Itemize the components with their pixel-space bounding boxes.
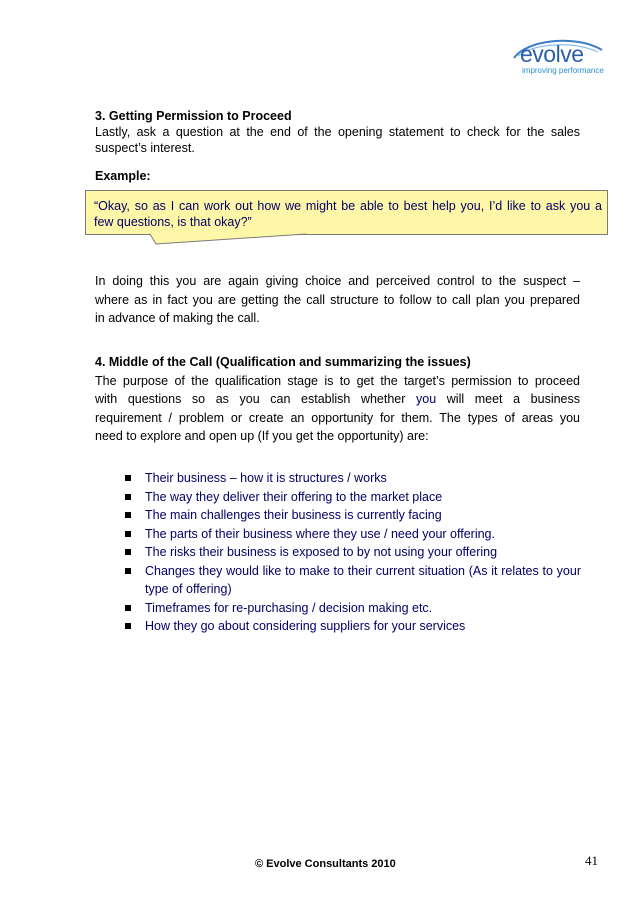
logo-tagline: improving performance	[522, 66, 604, 75]
section3-line2: suspect’s interest.	[95, 141, 195, 155]
page-number: 41	[585, 853, 598, 868]
bullet-text: The parts of their business where they use / need your offering.	[145, 526, 495, 541]
section4-line2	[95, 390, 580, 409]
callout-line1: “Okay, so as I can work out how we might be able to best help you, I’d like to ask you a	[94, 199, 602, 213]
callout-tail-icon	[150, 232, 310, 246]
section4	[95, 353, 580, 446]
section4-line4: need to explore and open up (If you get the opportunity) are:	[95, 429, 429, 443]
areas-bullet-list	[125, 469, 581, 636]
logo-word: evolve	[520, 41, 584, 67]
example-label: Example:	[95, 169, 151, 183]
section4-line1: The purpose of the qualification stage is to get the target’s permission to proceed	[95, 373, 580, 388]
callout-text	[94, 198, 602, 230]
list-item	[125, 543, 581, 562]
evolve-logo	[506, 36, 606, 80]
paragraph1-line2: where as in fact you are getting the call structure to follow to call plan you prepared	[95, 292, 580, 307]
bullet-text: Changes they would like to make to their current situation (As it relates to your type of offering)	[145, 563, 581, 596]
bullet-square-icon	[125, 568, 131, 574]
section4-line2-b: will meet a business	[436, 392, 581, 406]
list-item	[125, 562, 581, 599]
section3-heading: 3. Getting Permission to Proceed	[95, 109, 292, 123]
section3	[95, 108, 580, 156]
section4-heading: 4. Middle of the Call (Qualification and summarizing the issues)	[95, 355, 471, 369]
list-item	[125, 506, 581, 525]
bullet-square-icon	[125, 494, 131, 500]
list-item	[125, 469, 581, 488]
bullet-text: Timeframes for re-purchasing / decision making etc.	[145, 600, 433, 615]
list-item	[125, 525, 581, 544]
bullet-text: The way they deliver their offering to the market place	[145, 489, 443, 504]
list-item	[125, 617, 581, 636]
bullet-text: Their business – how it is structures / works	[145, 471, 387, 485]
bullet-square-icon	[125, 605, 131, 611]
bullet-square-icon	[125, 623, 131, 629]
bullet-text: How they go about considering suppliers for your services	[145, 619, 466, 633]
paragraph1-line1: In doing this you are again giving choice and perceived control to the suspect –	[95, 274, 580, 288]
paragraph1-line3: in advance of making the call.	[95, 311, 260, 325]
section4-line3: requirement / problem or create an opportunity for them. The types of areas you	[95, 410, 580, 425]
callout-line2: few questions, is that okay?”	[94, 215, 252, 229]
list-item	[125, 599, 581, 618]
bullet-square-icon	[125, 475, 131, 481]
paragraph1	[95, 272, 580, 328]
section4-line2-a: with questions so as you can establish whether	[95, 392, 417, 406]
example-label-wrap	[95, 168, 580, 184]
footer-copyright: © Evolve Consultants 2010	[255, 858, 396, 870]
section4-line2-you: you	[416, 392, 437, 406]
section3-line1: Lastly, ask a question at the end of the opening statement to check for the sales	[95, 125, 580, 139]
list-item	[125, 488, 581, 507]
bullet-square-icon	[125, 512, 131, 518]
bullet-square-icon	[125, 531, 131, 537]
bullet-text: The risks their business is exposed to by not using your offering	[145, 545, 498, 559]
bullet-square-icon	[125, 549, 131, 555]
bullet-text: The main challenges their business is currently facing	[145, 508, 442, 522]
